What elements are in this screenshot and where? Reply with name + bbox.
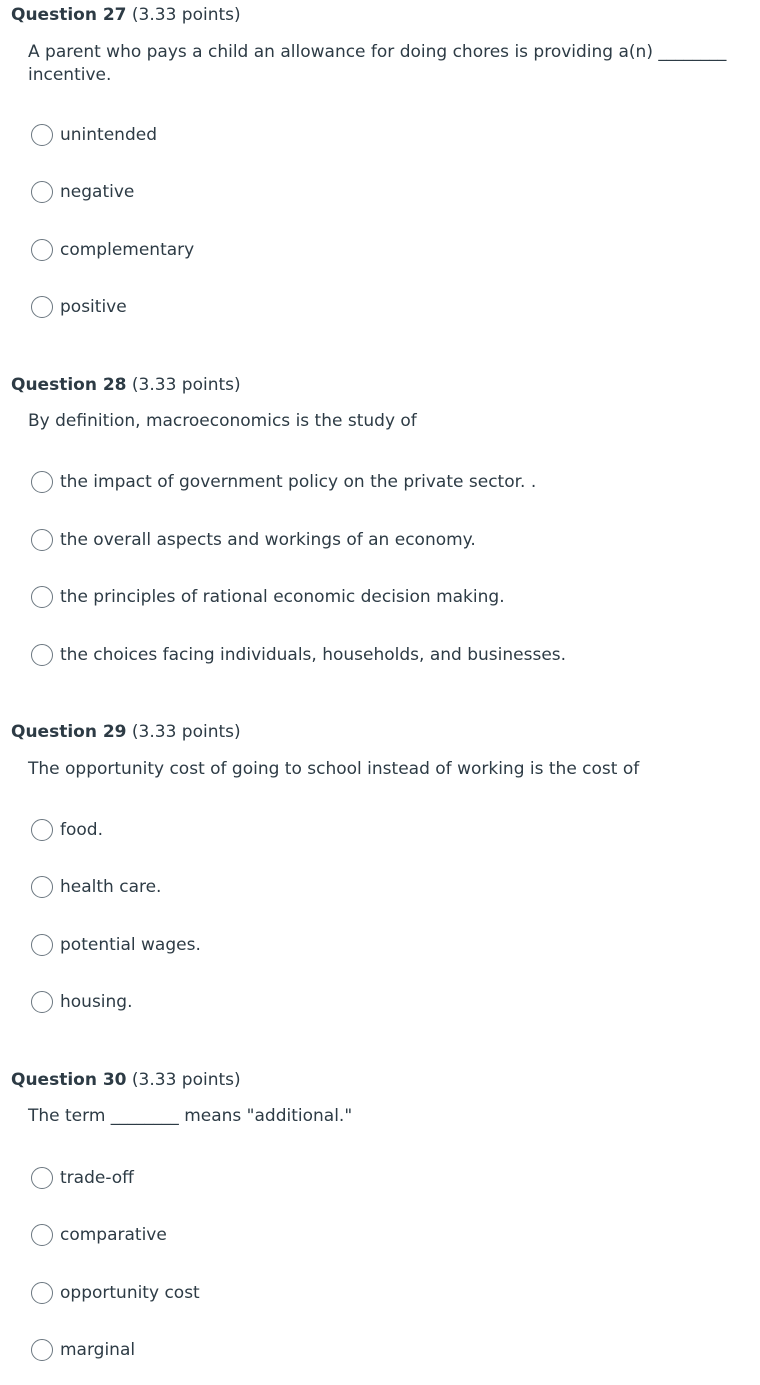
radio-button[interactable] [31, 1224, 53, 1246]
radio-button[interactable] [31, 1167, 53, 1189]
answer-option[interactable] [31, 1280, 200, 1306]
radio-button[interactable] [31, 181, 53, 203]
answer-label[interactable]: positive [60, 297, 127, 317]
answer-label[interactable]: the impact of government policy on the private sector. . [60, 472, 537, 492]
radio-button[interactable] [31, 471, 53, 493]
answer-label[interactable]: the principles of rational economic decision making. [60, 587, 505, 607]
question-points: (3.33 points) [131, 722, 241, 742]
answer-label[interactable]: health care. [60, 877, 162, 897]
question-text: A parent who pays a child an allowance for doing chores is providing a(n) ________ incentive. [28, 42, 727, 85]
answer-option[interactable] [31, 642, 566, 668]
answer-label[interactable]: comparative [60, 1225, 167, 1245]
question-title: Question 28 [11, 375, 127, 395]
answer-option[interactable] [31, 294, 127, 320]
question-text: The term ________ means "additional." [28, 1106, 353, 1126]
answer-option[interactable] [31, 1337, 135, 1363]
question-text: By definition, macroeconomics is the study of [28, 411, 417, 431]
answer-option[interactable] [31, 469, 536, 495]
question-text: The opportunity cost of going to school instead of working is the cost of [28, 759, 640, 779]
radio-button[interactable] [31, 239, 53, 261]
radio-button[interactable] [31, 1282, 53, 1304]
radio-button[interactable] [31, 819, 53, 841]
question-points: (3.33 points) [131, 375, 241, 395]
answer-label[interactable]: housing. [60, 992, 133, 1012]
answer-label[interactable]: unintended [60, 125, 157, 145]
radio-button[interactable] [31, 991, 53, 1013]
answer-option[interactable] [31, 584, 505, 610]
question-header [11, 1069, 241, 1091]
question-header [11, 721, 241, 743]
question-title: Question 30 [11, 1070, 127, 1090]
answer-label[interactable]: potential wages. [60, 935, 201, 955]
question-header [11, 374, 241, 396]
question-title: Question 27 [11, 5, 127, 25]
answer-label[interactable]: marginal [60, 1340, 136, 1360]
question-header [11, 4, 241, 26]
answer-option[interactable] [31, 932, 201, 958]
radio-button[interactable] [31, 586, 53, 608]
answer-option[interactable] [31, 817, 103, 843]
radio-button[interactable] [31, 296, 53, 318]
answer-label[interactable]: opportunity cost [60, 1283, 200, 1303]
answer-label[interactable]: trade-off [60, 1168, 134, 1188]
answer-label[interactable]: the choices facing individuals, households, and businesses. [60, 645, 567, 665]
radio-button[interactable] [31, 644, 53, 666]
answer-label[interactable]: negative [60, 182, 135, 202]
answer-option[interactable] [31, 1165, 134, 1191]
answer-option[interactable] [31, 989, 133, 1015]
radio-button[interactable] [31, 529, 53, 551]
answer-option[interactable] [31, 179, 134, 205]
radio-button[interactable] [31, 124, 53, 146]
answer-label[interactable]: the overall aspects and workings of an economy. [60, 530, 476, 550]
answer-label[interactable]: complementary [60, 240, 195, 260]
question-title: Question 29 [11, 722, 127, 742]
question-points: (3.33 points) [131, 5, 241, 25]
radio-button[interactable] [31, 934, 53, 956]
answer-option[interactable] [31, 1222, 167, 1248]
answer-option[interactable] [31, 122, 157, 148]
answer-option[interactable] [31, 237, 194, 263]
radio-button[interactable] [31, 876, 53, 898]
answer-option[interactable] [31, 527, 476, 553]
answer-option[interactable] [31, 874, 161, 900]
answer-label[interactable]: food. [60, 820, 103, 840]
radio-button[interactable] [31, 1339, 53, 1361]
question-points: (3.33 points) [131, 1070, 241, 1090]
